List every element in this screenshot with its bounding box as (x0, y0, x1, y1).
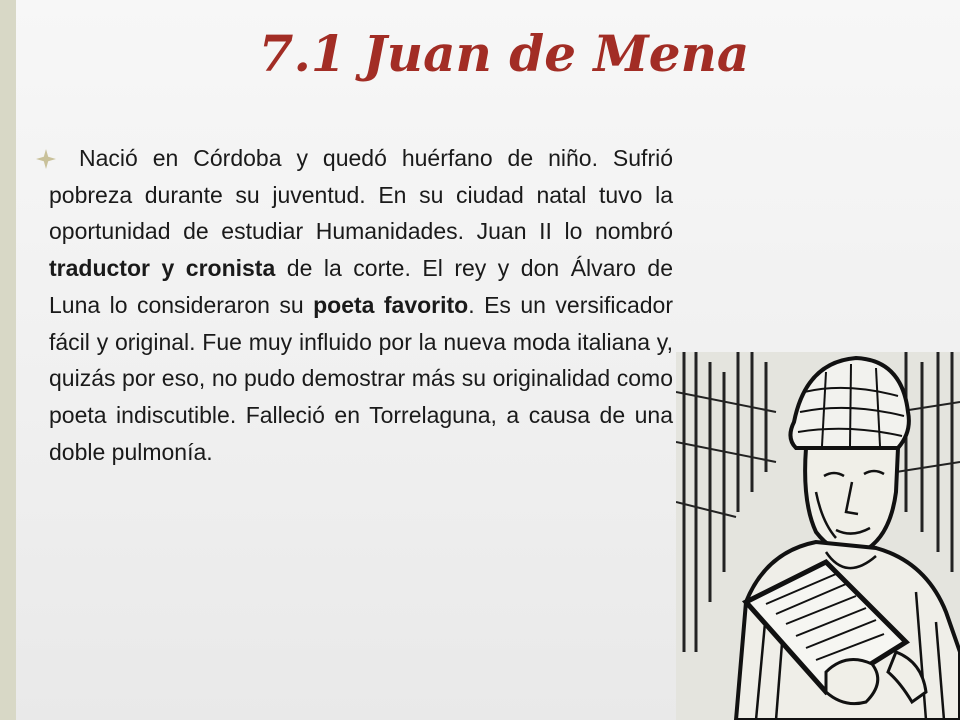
paragraph-segment: de la corte. El rey y don Álvaro de Luna lo consideraron su (49, 255, 673, 318)
highlight-translator-chronicler: traductor y cronista (49, 255, 276, 282)
woodcut-illustration (676, 352, 960, 720)
slide-title: 7.1 Juan de Mena (258, 24, 750, 83)
portrait-woodcut-image (676, 352, 960, 720)
biography-paragraph (49, 140, 673, 470)
paragraph-segment: . Es un versificador fácil y original. Fue muy influido por la nueva moda italiana y, quizás por eso, no pudo demostrar más su originalidad como poeta indiscutible. Falleció en Torrelaguna, a causa de una doble pulmonía. (49, 291, 673, 465)
highlight-favorite-poet: poeta favorito (313, 291, 469, 318)
paragraph-segment: Nació en Córdoba y quedó huérfano de niño. Sufrió pobreza durante su juventud. En su ciudad natal tuvo la oportunidad de estudiar Humanidades. Juan II lo nombró (49, 145, 673, 245)
